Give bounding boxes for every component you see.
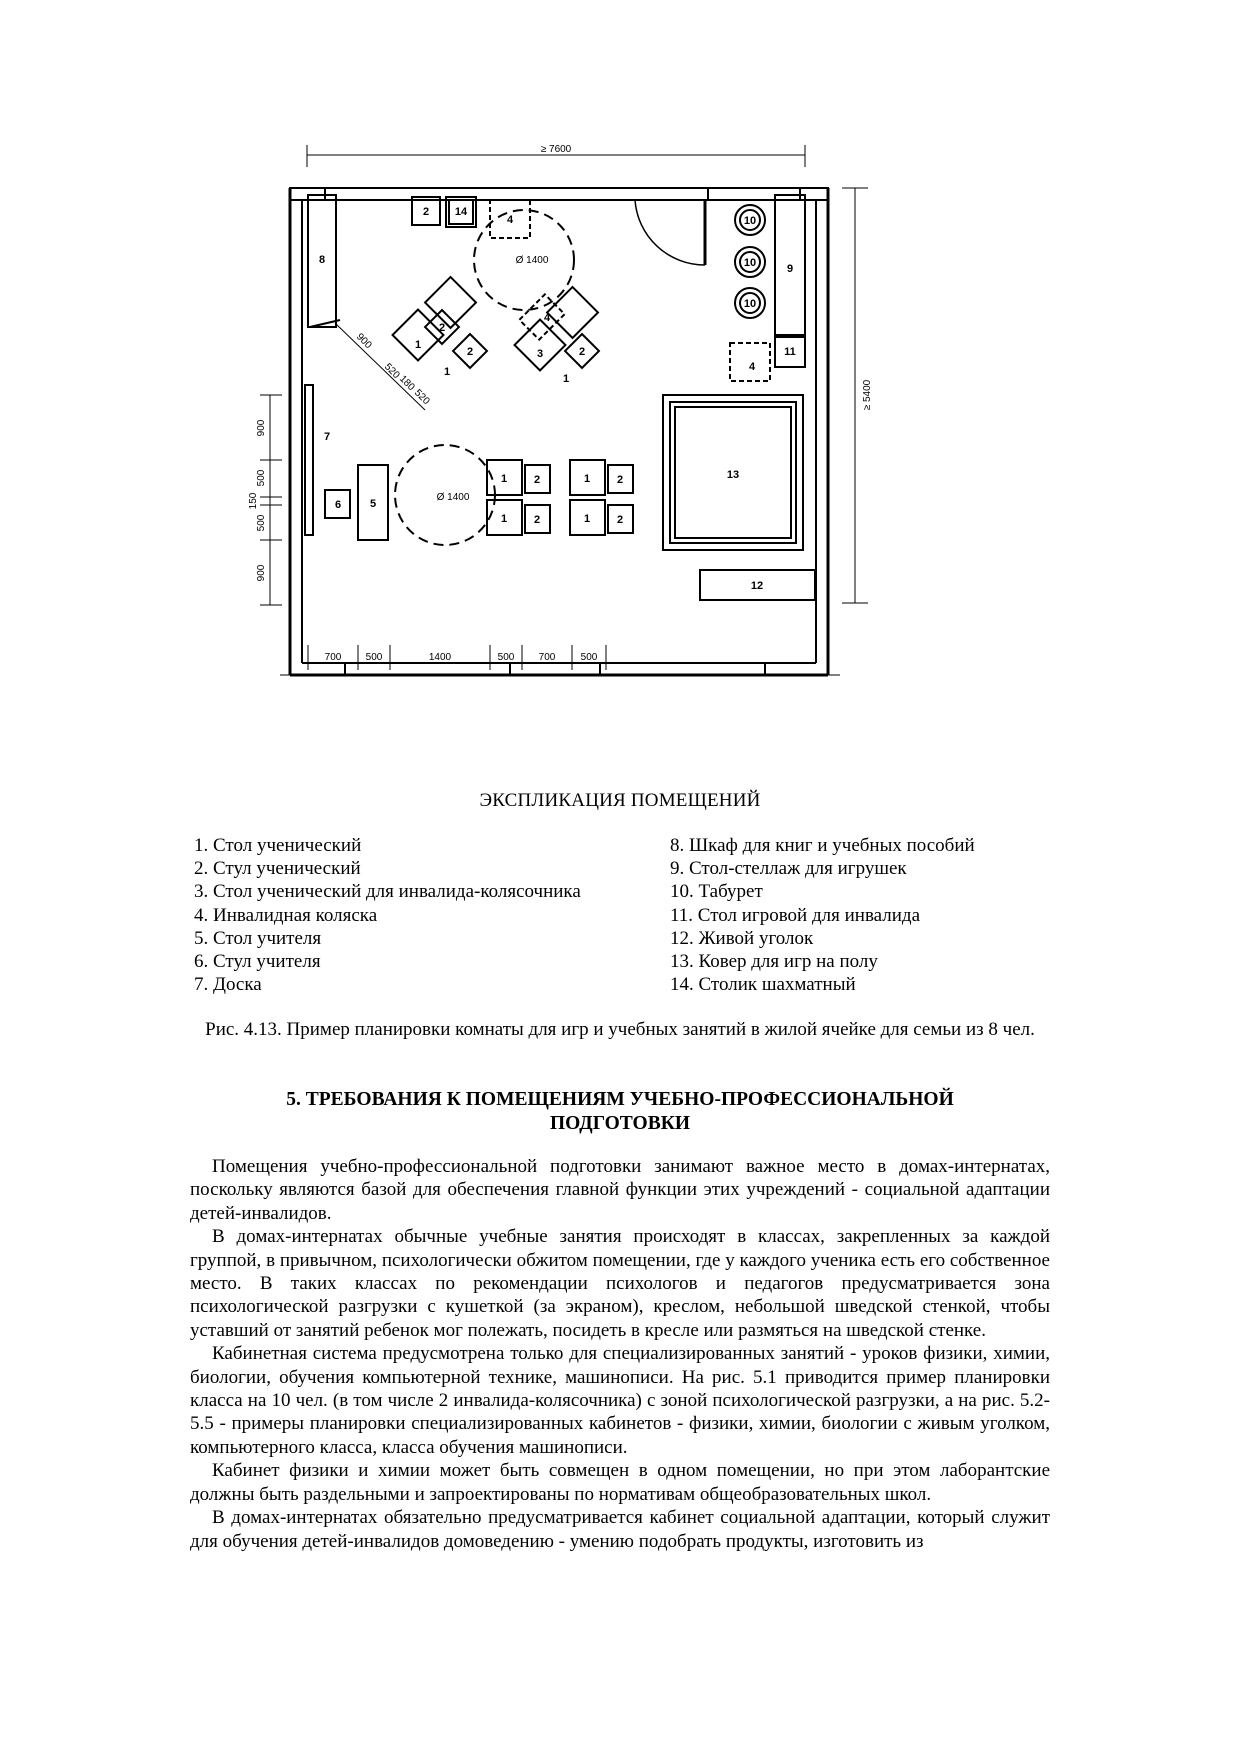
circle-label: Ø 1400 xyxy=(436,492,470,503)
label-2: 2 xyxy=(438,322,446,334)
legend-item: 7. Доска xyxy=(194,974,262,996)
legend-item: 11. Стол игровой для инвалида xyxy=(670,904,921,926)
legend-item: 9. Стол-стеллаж для игрушек xyxy=(670,858,907,880)
circle-label: Ø 1400 xyxy=(515,255,549,266)
wall-top-right xyxy=(708,188,828,200)
paragraph: Помещения учебно-профессиональной подготовки занимают важное место в домах-интернатах, поскольку являются базой для обеспечения главной функции этих учреждений - социальной адаптации детей-инвалидов. xyxy=(190,1156,1050,1224)
paragraph: В домах-интернатах обычные учебные занятия происходят в классах, закрепленных за каждой группой, в привычном, психологически обжитом помещении, где у каждого ученика есть его собственное место. В таких классах по рекомендации психологов и педагогов предусматривается зона психологической разгрузки с кушеткой (за экраном), креслом, небольшой шведской стенкой, чтобы уставший от занятий ребенок мог полежать, посидеть в кресле или размяться на шведской стенке. xyxy=(190,1226,1050,1341)
label-11: 11 xyxy=(784,346,796,358)
floor-plan xyxy=(250,145,990,770)
label-4: 4 xyxy=(748,361,756,373)
label-14: 14 xyxy=(454,206,468,218)
dim-left-label: 900 xyxy=(256,564,267,582)
section-heading-line: ПОДГОТОВКИ xyxy=(549,1113,691,1134)
label-4: 4 xyxy=(506,214,514,226)
label-2: 2 xyxy=(616,514,624,526)
label-6: 6 xyxy=(334,499,342,511)
label-1: 1 xyxy=(443,366,451,378)
legend-item: 6. Стул учителя xyxy=(194,951,321,973)
dim-left-label: 900 xyxy=(256,419,267,437)
section-heading-line: 5. ТРЕБОВАНИЯ К ПОМЕЩЕНИЯМ УЧЕБНО-ПРОФЕССИОНАЛЬНОЙ xyxy=(286,1089,954,1110)
legend-item: 13. Ковер для игр на полу xyxy=(670,951,878,973)
label-3: 3 xyxy=(536,348,544,360)
label-2: 2 xyxy=(533,514,541,526)
dim-left-label: 150 xyxy=(248,492,259,510)
paragraph: В домах-интернатах обязательно предусматривается кабинет социальной адаптации, который служит для обучения детей-инвалидов домоведению - умению подобрать продукты, изготовить из xyxy=(190,1507,1050,1552)
legend-right xyxy=(670,834,975,996)
diagonal-dimension xyxy=(335,323,425,410)
label-10: 10 xyxy=(743,298,757,310)
paragraph: Кабинетная система предусмотрена только для специализированных занятий - уроков физики, химии, биологии, обучения компьютерной технике, машинописи. На рис. 5.1 приводится пример планировки класса на 10 чел. (в том числе 2 инвалида-колясочника) с зоной психологической разгрузки, а на рис. 5.2-5.5 - примеры планировки специализированных кабинетов - физики, химии, биологии с живым уголком, компьютерного класса, класса обучения машинописи. xyxy=(190,1343,1050,1458)
label-13: 13 xyxy=(726,469,740,481)
dim-diagonal-label: 520 xyxy=(411,387,432,408)
wall-top-left xyxy=(325,188,800,200)
legend-left xyxy=(194,834,581,996)
legend-item: 10. Табурет xyxy=(670,881,763,903)
dim-left-label: 500 xyxy=(256,514,267,532)
label-10: 10 xyxy=(743,257,757,269)
door-swing xyxy=(635,200,705,265)
label-2: 2 xyxy=(466,346,474,358)
section-body xyxy=(190,1155,1050,1553)
legend-item: 5. Стол учителя xyxy=(194,927,322,949)
floor-plan-drawing xyxy=(250,145,990,770)
label-10: 10 xyxy=(743,215,757,227)
dim-bottom-label: 700 xyxy=(324,652,342,663)
label-4: 4 xyxy=(543,312,551,324)
dim-bottom-label: 700 xyxy=(538,652,556,663)
dim-diagonal-label: 180 xyxy=(396,373,417,394)
label-9: 9 xyxy=(786,263,794,275)
label-1: 1 xyxy=(583,473,591,485)
legend-item: 8. Шкаф для книг и учебных пособий xyxy=(670,835,975,856)
dim-left-label: 500 xyxy=(256,469,267,487)
legend-item: 14. Столик шахматный xyxy=(670,974,856,996)
section-heading xyxy=(190,1088,1050,1136)
figure-caption: Рис. 4.13. Пример планировки комнаты для игр и учебных занятий в жилой ячейке для семьи из 8 чел. xyxy=(205,1019,1035,1040)
paragraph: Кабинет физики и химии может быть совмещен в одном помещении, но при этом лаборантские должны быть раздельными и запроектированы по нормативам общеобразовательных школ. xyxy=(190,1460,1050,1505)
label-1: 1 xyxy=(562,373,570,385)
board-7 xyxy=(305,385,313,535)
label-1: 1 xyxy=(583,513,591,525)
dim-diagonal-label: 520 xyxy=(381,361,402,382)
explication-title: ЭКСПЛИКАЦИЯ ПОМЕЩЕНИЙ xyxy=(479,790,761,811)
legend-item: 1. Стол ученический xyxy=(194,835,362,856)
dim-top-label: ≥ 7600 xyxy=(540,144,572,155)
dim-bottom-label: 500 xyxy=(580,652,598,663)
dim-bottom-label: 500 xyxy=(365,652,383,663)
legend-item: 4. Инвалидная коляска xyxy=(194,904,378,926)
dim-right-label: ≥ 5400 xyxy=(862,379,873,411)
dim-bottom-label: 1400 xyxy=(428,652,452,663)
label-1: 1 xyxy=(500,473,508,485)
label-8: 8 xyxy=(318,254,326,266)
dim-diagonal-label: 900 xyxy=(353,331,374,352)
label-1: 1 xyxy=(500,513,508,525)
label-2: 2 xyxy=(533,474,541,486)
label-2: 2 xyxy=(616,474,624,486)
legend-item: 2. Стул ученический xyxy=(194,858,361,880)
dim-bottom-label: 500 xyxy=(497,652,515,663)
label-12: 12 xyxy=(750,580,764,592)
desk-grid xyxy=(487,460,633,535)
legend-item: 3. Стол ученический для инвалида-колясочника xyxy=(194,881,581,903)
label-1: 1 xyxy=(414,339,422,351)
label-2: 2 xyxy=(578,346,586,358)
label-7: 7 xyxy=(323,431,331,443)
legend-item: 12. Живой уголок xyxy=(670,927,814,949)
label-5: 5 xyxy=(369,498,377,510)
label-2: 2 xyxy=(422,206,430,218)
